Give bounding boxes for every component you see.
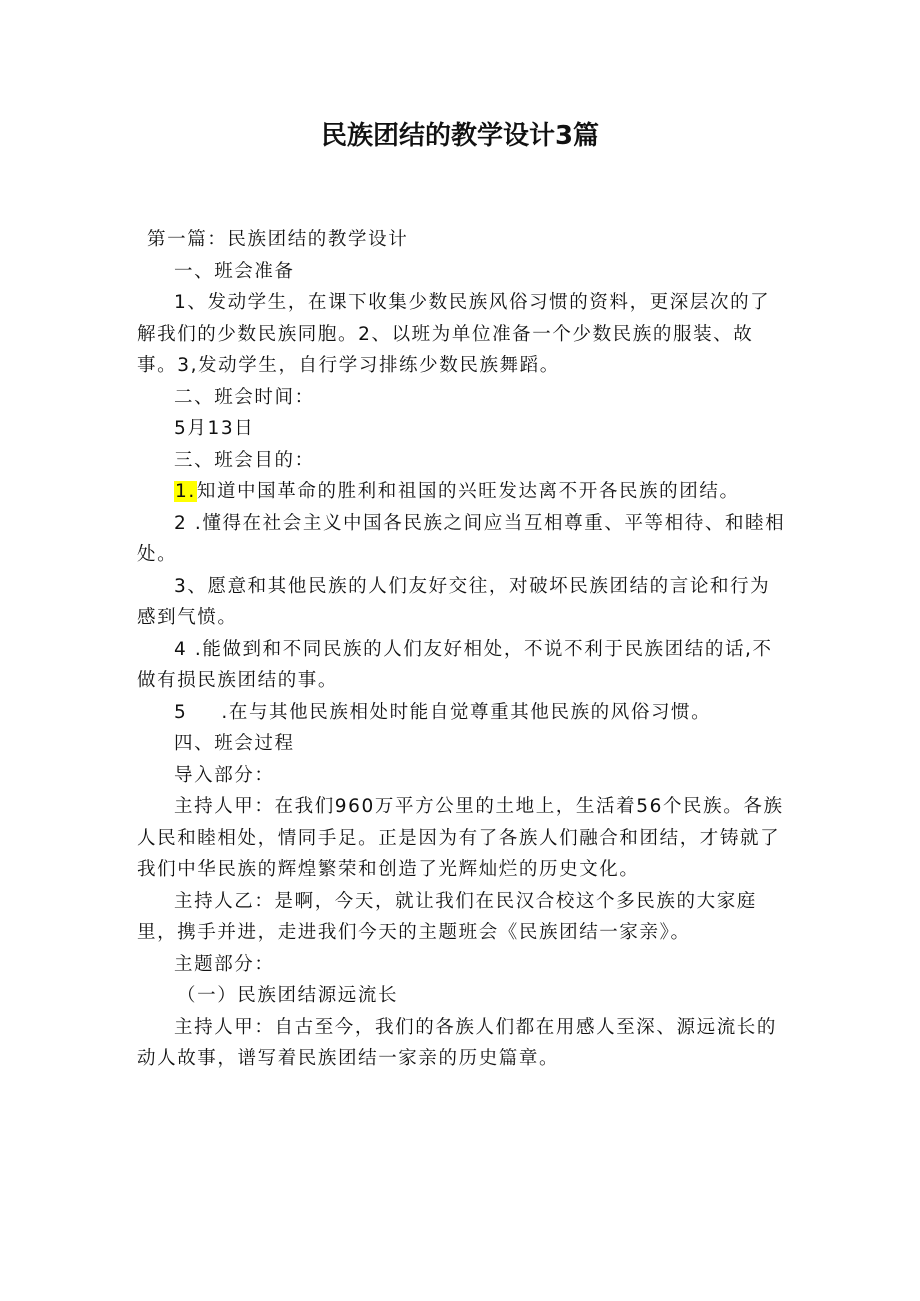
host-a-speech-2: 主持人甲：自古至今，我们的各族人们都在用感人至深、源远流长的动人故事，谱写着民族团结一家亲的历史篇章。 xyxy=(137,1016,778,1069)
meeting-date: 5月13日 xyxy=(174,418,255,439)
heading-goals: 三、班会目的： xyxy=(174,449,315,471)
theme-label: 主题部分： xyxy=(174,953,275,975)
goal-text: .能做到和不同民族的人们友好相处，不说不利于民族团结的话,不做有损民族团结的事。 xyxy=(137,638,773,691)
goal-item xyxy=(137,634,789,697)
host-a-speech: 主持人甲：在我们960万平方公里的土地上，生活着56个民族。各族人民和睦相处，情同手足。正是因为有了各族人们融合和团结，才铸就了我们中华民族的辉煌繁荣和创造了光辉灿烂的历史文化。 xyxy=(137,796,784,880)
goal-item xyxy=(137,697,789,729)
goal-text: 愿意和其他民族的人们友好交往，对破坏民族团结的言论和行为感到气愤。 xyxy=(137,575,771,628)
goal-number: 5 xyxy=(174,701,188,723)
goal-item xyxy=(137,508,789,571)
highlighted-number: 1. xyxy=(175,481,196,502)
document-title: 民族团结的教学设计3篇 xyxy=(320,121,600,151)
goal-number: 4 xyxy=(174,638,188,660)
heading-process: 四、班会过程 xyxy=(174,733,295,754)
preparation-text: 1、发动学生，在课下收集少数民族风俗习惯的资料，更深层次的了解我们的少数民族同胞。2、以班为单位准备一个少数民族的服装、故事。3,发动学生，自行学习排练少数民族舞蹈。 xyxy=(137,292,771,376)
goal-number: 3、 xyxy=(174,575,208,597)
document-body xyxy=(137,224,789,1075)
section-heading: 第一篇：民族团结的教学设计 xyxy=(147,229,409,250)
intro-label: 导入部分： xyxy=(174,764,275,786)
goal-item xyxy=(137,476,789,508)
goal-number: 2 xyxy=(174,512,188,534)
sub-heading: （一）民族团结源远流长 xyxy=(177,985,399,1006)
goal-text: 知道中国革命的胜利和祖国的兴旺发达离不开各民族的团结。 xyxy=(196,481,740,502)
host-b-speech: 主持人乙：是啊，今天，就让我们在民汉合校这个多民族的大家庭里，携手并进，走进我们今天的主题班会《民族团结一家亲》。 xyxy=(137,890,757,943)
goal-text: .在与其他民族相处时能自觉尊重其他民族的风俗习惯。 xyxy=(221,701,712,723)
goal-item xyxy=(137,571,789,634)
heading-preparation: 一、班会准备 xyxy=(174,260,295,282)
goal-text: .懂得在社会主义中国各民族之间应当互相尊重、平等相待、和睦相处。 xyxy=(137,512,786,565)
heading-time: 二、班会时间： xyxy=(174,386,315,408)
